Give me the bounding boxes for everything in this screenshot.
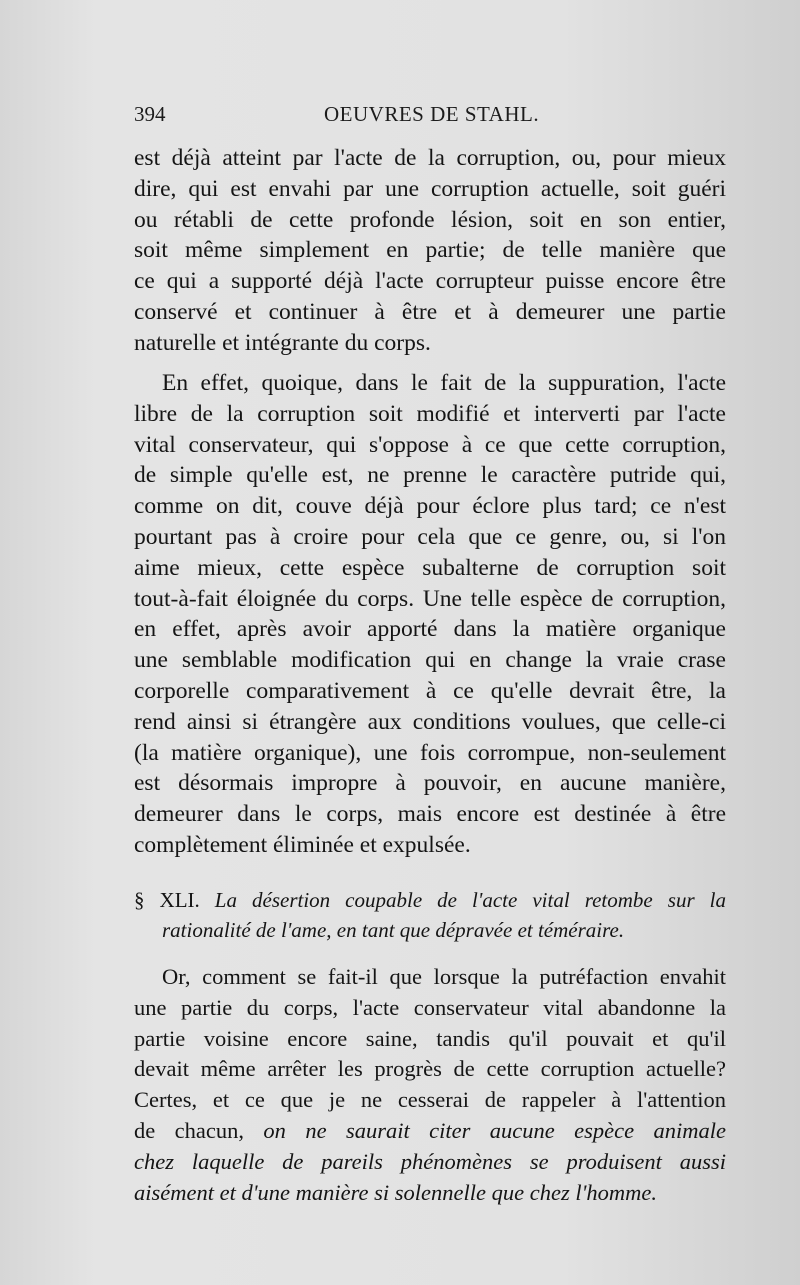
text-line: une semblable modification qui en change la vraie crase	[134, 647, 726, 674]
text-line: corporelle comparativement à ce qu'elle devrait être, la	[134, 677, 726, 704]
text-line: tout-à-fait éloignée du corps. Une telle espèce de corruption,	[134, 585, 726, 612]
text-line	[134, 1147, 726, 1178]
text-italic: on ne saurait citer aucune espèce animale	[263, 1117, 726, 1143]
text-line: en effet, après avoir apporté dans la matière organique	[134, 616, 726, 643]
text-line: (la matière organique), une fois corrompue, non-seulement	[134, 739, 726, 766]
running-title: OEUVRES DE STAHL.	[324, 102, 540, 126]
text-line: vital conservateur, qui s'oppose à ce que cette corruption,	[134, 431, 726, 458]
text-line: comme on dit, couve déjà pour éclore plus tard; ce n'est	[134, 493, 726, 520]
page-header	[134, 102, 690, 132]
text-italic: chez laquelle de pareils phénomènes se produisent aussi	[134, 1148, 726, 1174]
text-line: conservé et continuer à être et à demeurer une partie	[134, 298, 726, 325]
text-line: demeurer dans le corps, mais encore est destinée à être	[134, 801, 726, 828]
section-heading-line	[134, 885, 726, 915]
text-line: soit même simplement en partie; de telle manière que	[134, 237, 726, 264]
paragraph-en-effet	[134, 368, 726, 861]
text-line: de simple qu'elle est, ne prenne le caractère putride qui,	[134, 462, 726, 489]
text-line: est désormais impropre à pouvoir, en aucune manière,	[134, 770, 726, 797]
section-title-part: rationalité de l'ame, en tant que dépravée et téméraire.	[162, 918, 625, 942]
text-line: naturelle et intégrante du corps.	[134, 329, 431, 356]
text-line: devait même arrêter les progrès de cette corruption actuelle?	[134, 1056, 726, 1082]
section-title-part: La désertion coupable de l'acte vital retombe sur la	[214, 888, 726, 912]
text-line: pourtant pas à croire pour cela que ce genre, ou, si l'on	[134, 523, 726, 550]
text-line: libre de la corruption soit modifié et interverti par l'acte	[134, 400, 726, 427]
text-italic: aisément et d'une manière si solennelle que chez l'homme.	[134, 1179, 658, 1205]
text-line: est déjà atteint par l'acte de la corruption, ou, pour mieux	[134, 145, 726, 171]
text-line: complètement éliminée et expulsée.	[134, 831, 471, 858]
text-line: En effet, quoique, dans le fait de la suppuration, l'acte	[162, 370, 726, 396]
section-number: § XLI.	[134, 888, 200, 912]
text-line: rend ainsi si étrangère aux conditions voulues, que celle-ci	[134, 708, 726, 735]
text-roman: de chacun,	[134, 1117, 244, 1143]
text-line: dire, qui est envahi par une corruption actuelle, soit guéri	[134, 175, 726, 202]
text-line	[134, 1178, 726, 1209]
text-line	[134, 1116, 726, 1147]
text-line: une partie du corps, l'acte conservateur vital abandonne la	[134, 994, 726, 1020]
text-line: ce qui a supporté déjà l'acte corrupteur puisse encore être	[134, 268, 726, 295]
text-line: partie voisine encore saine, tandis qu'il pouvait et qu'il	[134, 1025, 726, 1051]
paragraph-continuation	[134, 143, 726, 359]
section-heading-line	[134, 915, 726, 945]
text-line: Or, comment se fait-il que lorsque la putréfaction envahit	[162, 964, 726, 989]
paragraph-or-comment	[134, 962, 726, 1208]
text-line: aime mieux, cette espèce subalterne de corruption soit	[134, 554, 726, 581]
section-heading	[134, 885, 726, 945]
page-number: 394	[134, 102, 166, 126]
text-line: Certes, et ce que je ne cesserai de rappeler à l'attention	[134, 1087, 726, 1113]
text-line: ou rétabli de cette profonde lésion, soit en son entier,	[134, 206, 726, 233]
